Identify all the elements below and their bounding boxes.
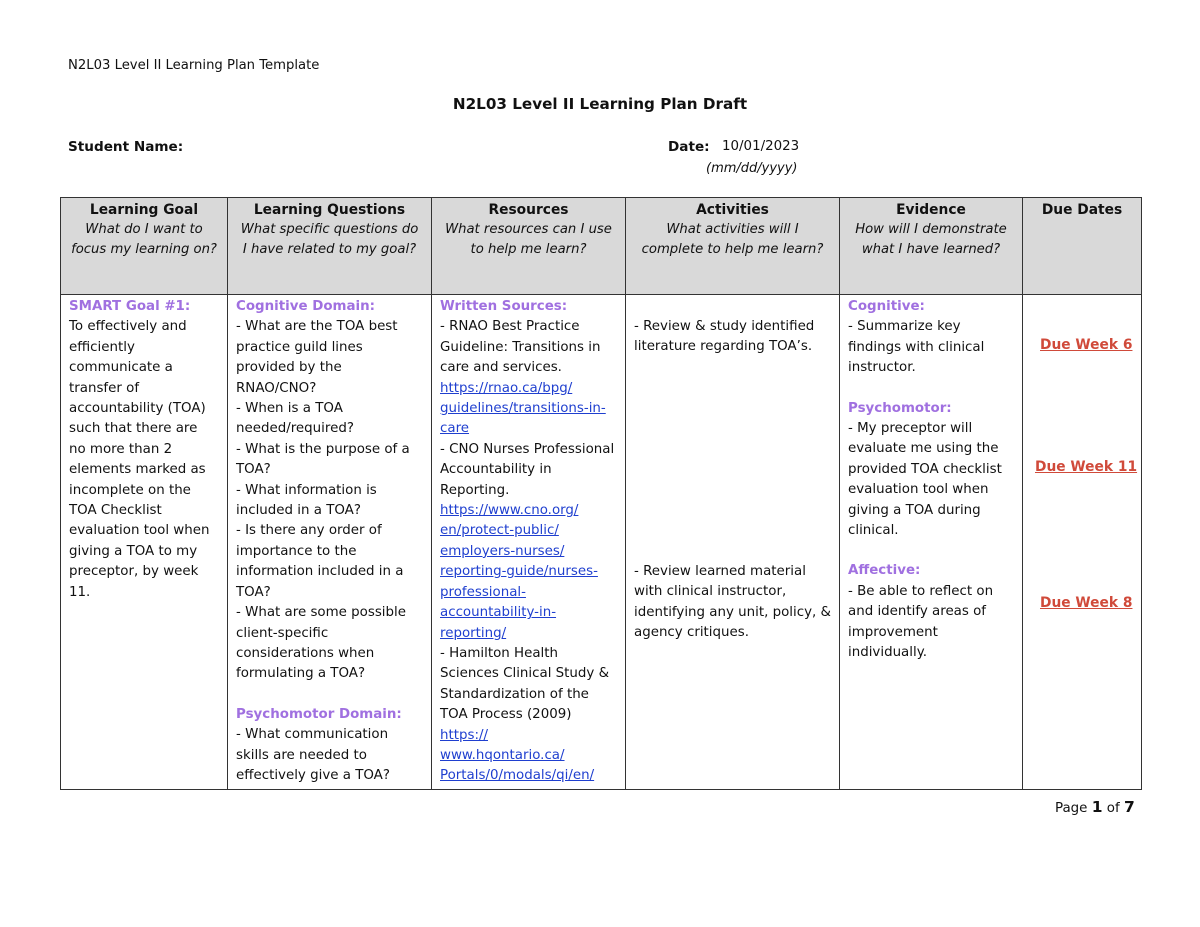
activity-line: agency critiques. (634, 625, 749, 641)
cno-link[interactable]: reporting/ (440, 625, 507, 641)
evidence-line: - Summarize key (848, 319, 961, 335)
page-total: 7 (1123, 798, 1135, 816)
activity-line: - Review & study identified (634, 319, 815, 334)
hqontario-link[interactable]: https:// (440, 727, 488, 743)
of-label: of (1106, 801, 1120, 816)
header-evidence (840, 198, 1023, 295)
activities-cell (626, 295, 840, 790)
date-format-hint: (mm/dd/yyyy) (706, 161, 798, 176)
cno-link[interactable]: accountability-in- (440, 605, 557, 621)
due-week-6-link[interactable]: Due Week 6 (1040, 337, 1133, 353)
question-line: - Is there any order of (236, 523, 382, 539)
goal-line: To effectively and (69, 319, 187, 335)
header-title: Evidence (896, 202, 966, 218)
header-title: Resources (488, 202, 569, 218)
evidence-line: individually. (848, 645, 927, 661)
document-title: N2L03 Level II Learning Plan Draft (452, 95, 748, 113)
header-subtitle: What resources can I use (445, 222, 612, 237)
question-line: client-specific (236, 625, 329, 641)
question-line: importance to the (236, 543, 357, 559)
table-row (61, 295, 1142, 790)
question-line: effectively give a TOA? (236, 767, 390, 783)
resource-line: TOA Process (2009) (440, 707, 572, 723)
goal-line: communicate a (69, 360, 173, 376)
header-resources (432, 198, 626, 295)
resource-line: Sciences Clinical Study & (440, 666, 610, 682)
header-subtitle: focus my learning on? (71, 242, 217, 257)
evidence-line: evaluate me using the (848, 441, 999, 457)
goal-line: efficiently (69, 339, 135, 355)
goal-line: elements marked as (69, 462, 206, 478)
resource-line: Reporting. (440, 482, 510, 498)
question-line: TOA? (236, 462, 271, 478)
question-line: skills are needed to (236, 747, 367, 763)
header-subtitle: What activities will I (666, 222, 799, 237)
running-header: N2L03 Level II Learning Plan Template (68, 58, 320, 73)
evidence-line: - Be able to reflect on (848, 583, 994, 599)
goal-line: transfer of (69, 380, 140, 396)
header-activities (626, 198, 840, 295)
evidence-line: - My preceptor will (848, 421, 973, 437)
goal-line: TOA Checklist (69, 503, 162, 519)
resource-line: Standardization of the (440, 686, 589, 702)
resource-line: - Hamilton Health (440, 645, 559, 661)
rnao-link[interactable]: care (440, 421, 470, 437)
activity-line: with clinical instructor, (634, 584, 787, 600)
header-learning-questions (228, 198, 432, 295)
cognitive-heading: Cognitive: (848, 299, 925, 314)
goal-line: evaluation tool when (69, 523, 210, 539)
hqontario-link[interactable]: Portals/0/modals/qi/en/ (440, 768, 595, 784)
learning-plan-table (60, 197, 1142, 790)
cno-link[interactable]: professional- (440, 584, 526, 600)
date-label: Date: (668, 139, 710, 155)
header-subtitle: complete to help me learn? (641, 242, 824, 257)
goal-cell (61, 295, 228, 790)
affective-heading: Affective: (848, 563, 921, 579)
evidence-line: and identify areas of (848, 604, 987, 620)
cno-link[interactable]: employers-nurses/ (440, 543, 565, 559)
question-line: - What communication (236, 727, 389, 743)
goal-line: incomplete on the (69, 482, 191, 498)
activity-line: - Review learned material (634, 563, 806, 579)
question-line: needed/required? (236, 421, 354, 437)
question-line: - What are the TOA best (236, 319, 398, 335)
question-line: - What are some possible (236, 605, 406, 621)
written-sources-heading: Written Sources: (440, 299, 568, 314)
cno-link[interactable]: reporting-guide/nurses- (440, 564, 598, 580)
header-subtitle: How will I demonstrate (855, 222, 1007, 237)
rnao-link[interactable]: https://rnao.ca/bpg/ (440, 380, 573, 396)
header-subtitle: to help me learn? (470, 242, 587, 257)
evidence-line: improvement (848, 624, 938, 640)
due-week-11-link[interactable]: Due Week 11 (1035, 459, 1138, 475)
questions-cell (228, 295, 432, 790)
evidence-line: provided TOA checklist (848, 461, 1002, 477)
goal-line: giving a TOA to my (69, 543, 198, 559)
resource-line: care and services. (440, 360, 562, 376)
page-number: 1 (1091, 798, 1103, 816)
evidence-line: giving a TOA during (848, 502, 981, 518)
smart-goal-heading: SMART Goal #1: (69, 299, 191, 314)
psychomotor-heading: Psychomotor: (848, 400, 952, 416)
question-line: considerations when (236, 645, 375, 661)
header-subtitle: I have related to my goal? (242, 242, 417, 257)
question-line: formulating a TOA? (236, 666, 366, 682)
date-value: 10/01/2023 (722, 139, 800, 154)
evidence-cell (840, 295, 1023, 790)
resources-cell (432, 295, 626, 790)
header-title: Due Dates (1041, 202, 1123, 218)
activity-line: identifying any unit, policy, & (634, 604, 831, 620)
cno-link[interactable]: https://www.cno.org/ (440, 503, 579, 519)
question-line: practice guild lines (236, 339, 363, 355)
header-learning-goal (61, 198, 228, 295)
table-header-row (61, 198, 1142, 295)
header-subtitle: What specific questions do (240, 222, 419, 237)
question-line: - When is a TOA (236, 401, 343, 417)
resource-line: - CNO Nurses Professional (440, 441, 615, 457)
goal-line: preceptor, by week (69, 564, 199, 580)
cognitive-domain-heading: Cognitive Domain: (236, 299, 375, 314)
question-line: - What information is (236, 482, 377, 498)
student-name-label: Student Name: (68, 139, 184, 155)
rnao-link[interactable]: guidelines/transitions-in- (440, 401, 606, 417)
goal-line: no more than 2 (69, 441, 173, 457)
question-line: information included in a (236, 564, 404, 580)
goal-line: such that there are (69, 421, 198, 437)
page-footer (1055, 798, 1135, 816)
resource-line: Guideline: Transitions in (440, 339, 601, 355)
psychomotor-domain-heading: Psychomotor Domain: (236, 706, 402, 722)
evidence-line: clinical. (848, 523, 899, 539)
resource-line: Accountability in (440, 462, 552, 478)
resource-line: - RNAO Best Practice (440, 319, 580, 335)
question-line: provided by the (236, 360, 342, 376)
activity-line: literature regarding TOA’s. (634, 339, 813, 355)
evidence-line: evaluation tool when (848, 482, 989, 498)
evidence-line: instructor. (848, 360, 916, 376)
evidence-line: findings with clinical (848, 339, 985, 355)
header-title: Learning Goal (89, 202, 199, 218)
cno-link[interactable]: en/protect-public/ (440, 523, 559, 539)
goal-line: 11. (69, 584, 91, 600)
header-due-dates (1023, 198, 1142, 295)
hqontario-link[interactable]: www.hqontario.ca/ (440, 747, 565, 763)
due-week-8-link[interactable]: Due Week 8 (1040, 595, 1133, 611)
question-line: included in a TOA? (236, 503, 361, 519)
page-label: Page (1055, 801, 1088, 816)
due-dates-cell (1023, 295, 1142, 790)
header-title: Activities (696, 202, 769, 218)
question-line: - What is the purpose of a (236, 441, 410, 457)
header-subtitle: what I have learned? (861, 242, 1001, 257)
question-line: TOA? (236, 584, 271, 600)
header-title: Learning Questions (253, 202, 406, 218)
goal-line: accountability (TOA) (69, 401, 206, 417)
question-line: RNAO/CNO? (236, 380, 317, 396)
header-subtitle: What do I want to (85, 222, 203, 237)
